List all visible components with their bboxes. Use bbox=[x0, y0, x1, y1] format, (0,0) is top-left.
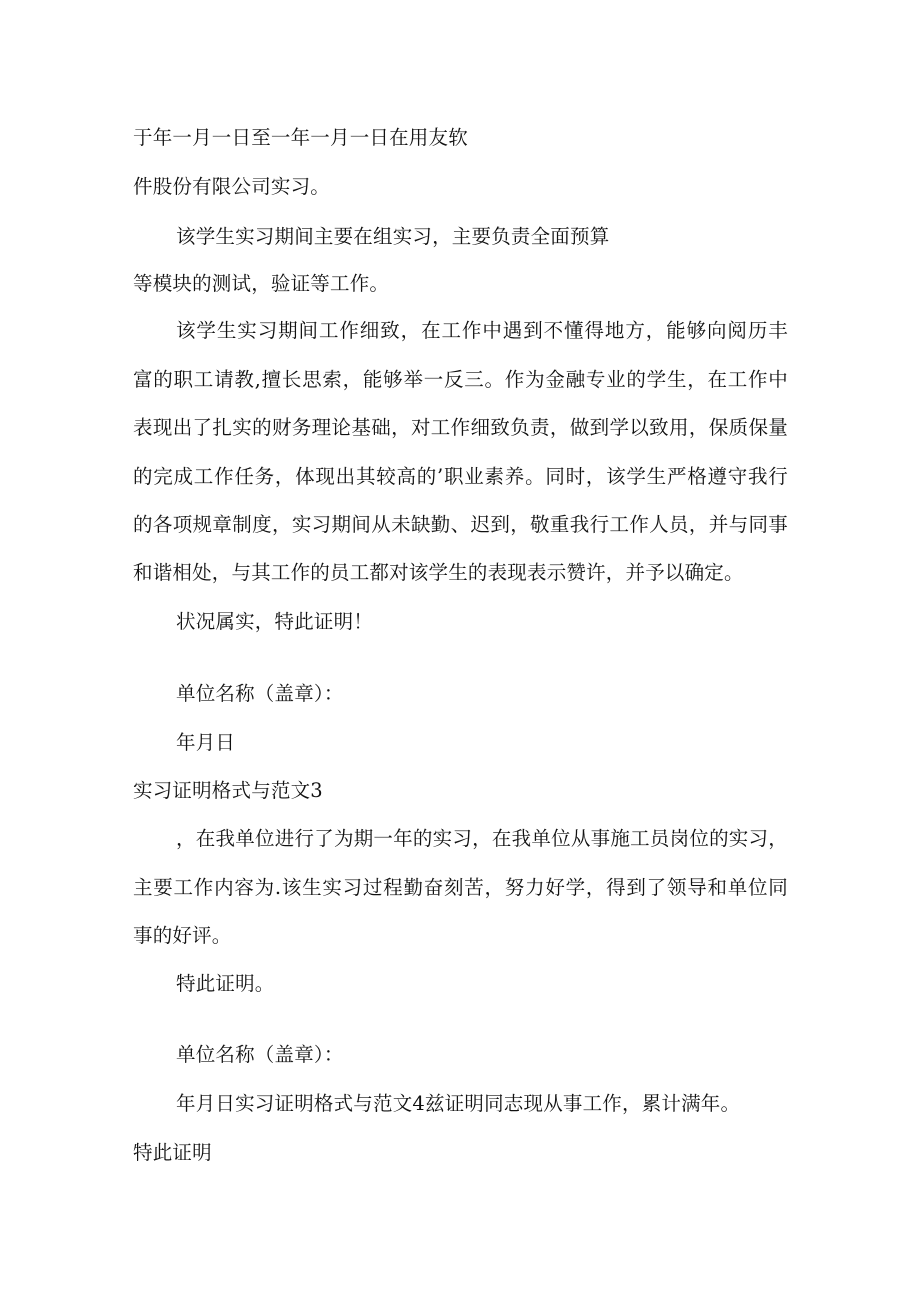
body-line-10: 和谐相处，与其工作的员工都对该学生的表现表示赞许，并予以确定。 bbox=[133, 561, 744, 584]
date-and-section-4: 年月日实习证明格式与范文4兹证明同志现从事工作，累计满年。 bbox=[176, 1092, 741, 1115]
body-line-7: 表现出了扎实的财务理论基础，对工作细致负责，做到学以致用，保质保量 bbox=[133, 416, 788, 439]
certify-line-2: 特此证明。 bbox=[176, 972, 275, 995]
body-line-13: 事的好评。 bbox=[133, 924, 232, 947]
body-line-3: 该学生实习期间主要在组实习，主要负责全面预算 bbox=[176, 225, 610, 248]
date-line-1: 年月日 bbox=[176, 731, 236, 754]
body-line-11: ，在我单位进行了为期一年的实习，在我单位从事施工员岗位的实习， bbox=[176, 827, 788, 850]
body-line-5: 该学生实习期间工作细致，在工作中遇到不懂得地方，能够向阅历丰 bbox=[176, 319, 788, 342]
body-line-8: 的完成工作任务，体现出其较高的’职业素养。同时，该学生严格遵守我行 bbox=[133, 465, 788, 488]
certify-line-3: 特此证明 bbox=[133, 1141, 212, 1164]
body-line-4: 等模块的测试，验证等工作。 bbox=[133, 272, 390, 295]
body-line-9: 的各项规章制度，实习期间从未缺勤、迟到，敬重我行工作人员，并与同事 bbox=[133, 513, 788, 536]
body-line-12: 主要工作内容为.该生实习过程勤奋刻苦，努力好学，得到了领导和单位同 bbox=[133, 876, 788, 899]
section-heading-3: 实习证明格式与范文3 bbox=[133, 779, 323, 802]
unit-name-seal-1: 单位名称（盖章）： bbox=[176, 682, 344, 705]
body-line-1: 于年一月一日至一年一月一日在用友软 bbox=[133, 126, 468, 149]
body-line-6: 富的职工请教,擅长思索，能够举一反三。作为金融专业的学生，在工作中 bbox=[133, 368, 788, 391]
unit-name-seal-2: 单位名称（盖章）： bbox=[176, 1043, 344, 1066]
body-line-2: 件股份有限公司实习。 bbox=[133, 175, 331, 198]
certify-line: 状况属实，特此证明！ bbox=[176, 610, 374, 633]
